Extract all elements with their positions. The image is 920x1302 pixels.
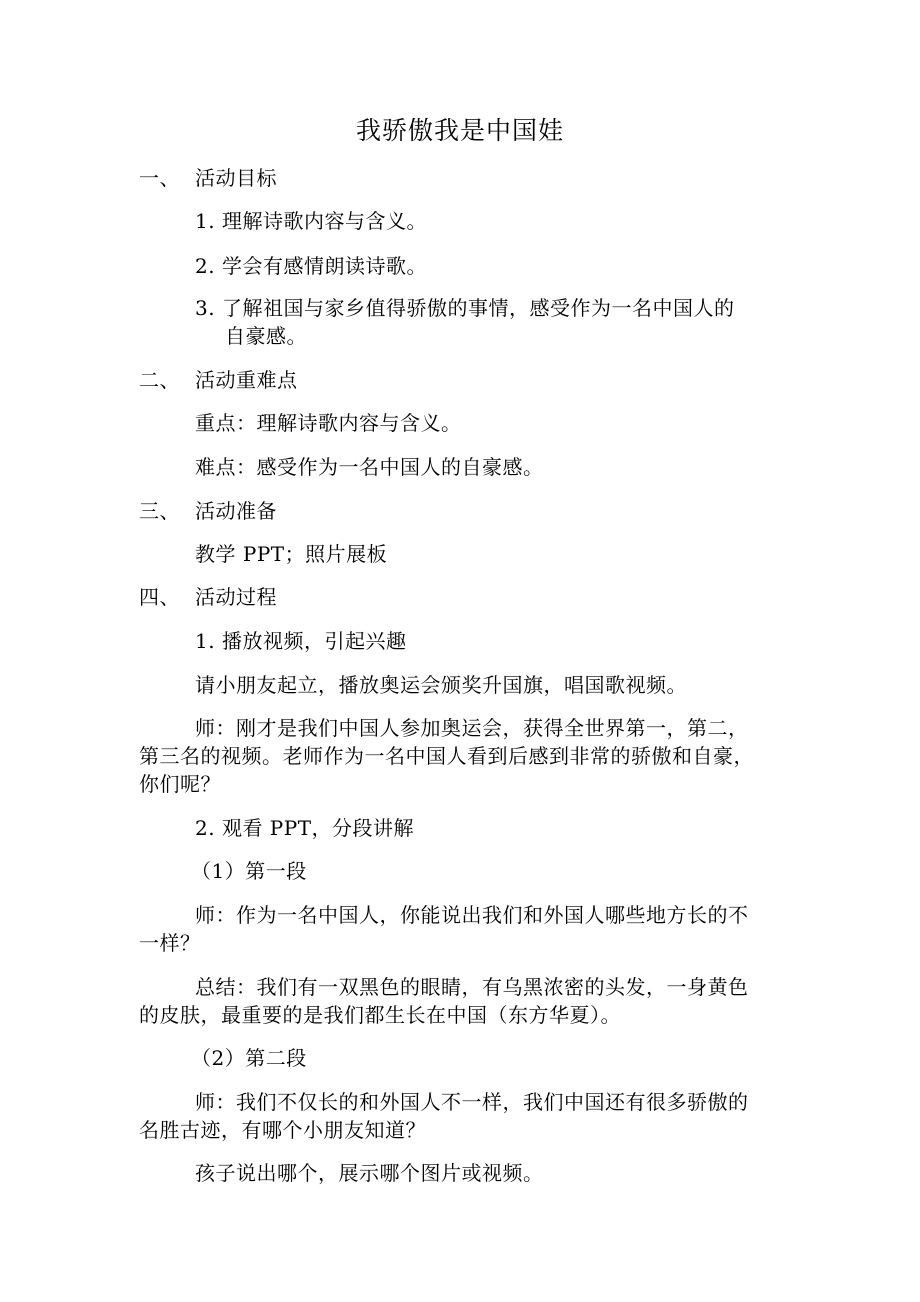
- teacher-line-3: 师：我们不仅长的和外国人不一样，我们中国还有很多骄傲的: [195, 1090, 749, 1114]
- part-1-heading: （1）第一段: [191, 859, 307, 883]
- step-2-heading: 2. 观看 PPT，分段讲解: [195, 816, 415, 840]
- section-1-number: 一、: [139, 166, 180, 190]
- step-1-text: 请小朋友起立，播放奥运会颁奖升国旗，唱国歌视频。: [195, 673, 687, 697]
- section-4-heading: 活动过程: [195, 585, 277, 609]
- section-3-number: 三、: [139, 499, 180, 523]
- difficulty-point: 难点：感受作为一名中国人的自豪感。: [195, 455, 544, 479]
- section-3-heading: 活动准备: [195, 499, 277, 523]
- children-response: 孩子说出哪个，展示哪个图片或视频。: [195, 1161, 544, 1185]
- teacher-line-3-continued: 名胜古迹，有哪个小朋友知道？: [139, 1118, 426, 1142]
- teacher-line-1: 师：刚才是我们中国人参加奥运会，获得全世界第一，第二，: [195, 716, 749, 740]
- section-2-number: 二、: [139, 368, 180, 392]
- key-point: 重点：理解诗歌内容与含义。: [195, 411, 462, 435]
- teacher-line-2: 师：作为一名中国人，你能说出我们和外国人哪些地方长的不: [195, 903, 749, 927]
- part-2-heading: （2）第二段: [191, 1046, 307, 1070]
- summary-line: 总结：我们有一双黑色的眼睛，有乌黑浓密的头发，一身黄色: [195, 975, 749, 999]
- section-4-number: 四、: [139, 585, 180, 609]
- step-1-heading: 1. 播放视频，引起兴趣: [195, 629, 407, 653]
- teacher-line-1-continued: 第三名的视频。老师作为一名中国人看到后感到非常的骄傲和自豪，: [139, 744, 754, 768]
- summary-line-continued: 的皮肤，最重要的是我们都生长在中国（东方华夏）。: [139, 1003, 621, 1027]
- goal-item-3-continued: 自豪感。: [225, 324, 307, 348]
- teacher-line-1-end: 你们呢？: [139, 772, 221, 796]
- goal-item-2: 2. 学会有感情朗读诗歌。: [195, 254, 427, 278]
- teacher-line-2-continued: 一样？: [139, 931, 201, 955]
- goal-item-1: 1. 理解诗歌内容与含义。: [195, 209, 427, 233]
- preparation-text: 教学 PPT；照片展板: [195, 542, 388, 566]
- section-1-heading: 活动目标: [195, 166, 277, 190]
- section-2-heading: 活动重难点: [195, 368, 298, 392]
- goal-item-3: 3. 了解祖国与家乡值得骄傲的事情，感受作为一名中国人的: [195, 296, 735, 320]
- page-title: 我骄傲我是中国娃: [355, 116, 564, 145]
